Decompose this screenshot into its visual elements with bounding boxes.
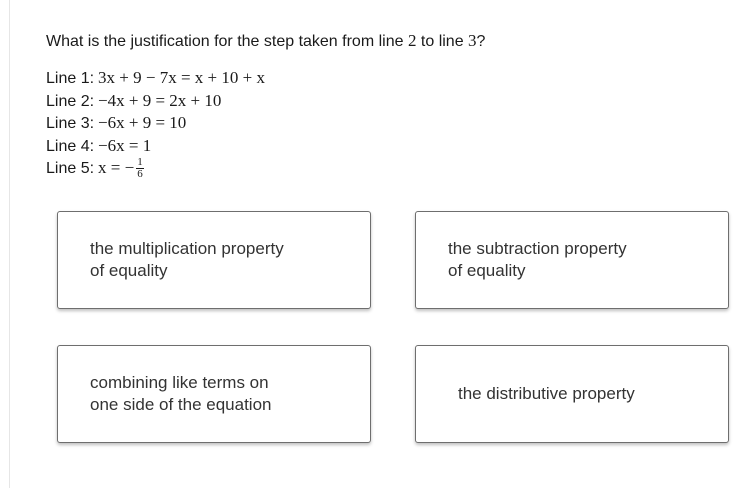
choice-line: combining like terms on [90, 373, 269, 392]
line-math: x = − [98, 158, 135, 177]
fraction-numerator: 1 [137, 156, 143, 169]
line-label: Line 2: [46, 92, 95, 110]
question-prefix: What is the justification for the step taken from line [46, 33, 408, 50]
line-label: Line 4: [46, 137, 95, 155]
answer-choice-subtraction-property[interactable] [415, 211, 729, 309]
choice-line: one side of the equation [90, 395, 272, 414]
line-math: −6x + 9 = 10 [98, 113, 187, 132]
question-from-line: 2 [407, 31, 417, 50]
question-to-line: 3 [468, 31, 477, 50]
answer-choice-distributive-property[interactable] [415, 345, 729, 443]
choice-line: the subtraction property [448, 239, 627, 258]
choice-text [58, 238, 300, 282]
equation-line-3 [46, 112, 265, 135]
choice-line: of equality [90, 261, 168, 280]
fraction [136, 157, 144, 180]
question-text [46, 30, 485, 53]
equation-line-4 [46, 135, 265, 158]
equation-line-2 [46, 90, 265, 113]
choice-text [416, 383, 651, 405]
equation-line-5 [46, 157, 265, 180]
answer-choice-combining-like-terms[interactable] [57, 345, 371, 443]
choice-line: the distributive property [458, 384, 635, 403]
line-label: Line 1: [46, 70, 95, 87]
equation-line-1 [46, 67, 265, 90]
line-math: −4x + 9 = 2x + 10 [98, 90, 222, 110]
line-math: −6x = 1 [98, 135, 152, 155]
choice-text [58, 372, 287, 416]
line-math: 3x + 9 − 7x = x + 10 + x [98, 68, 265, 87]
question-middle: to line [416, 33, 469, 50]
choice-text [416, 238, 643, 282]
line-label: Line 5: [46, 160, 95, 177]
choice-line: the multiplication property [90, 239, 284, 258]
answer-choice-multiplication-property[interactable] [57, 211, 371, 309]
question-suffix: ? [476, 33, 486, 50]
fraction-denominator: 6 [137, 168, 143, 181]
equation-lines [46, 67, 265, 180]
choice-line: of equality [448, 261, 526, 280]
left-edge-divider [9, 0, 10, 488]
line-label: Line 3: [46, 115, 95, 132]
